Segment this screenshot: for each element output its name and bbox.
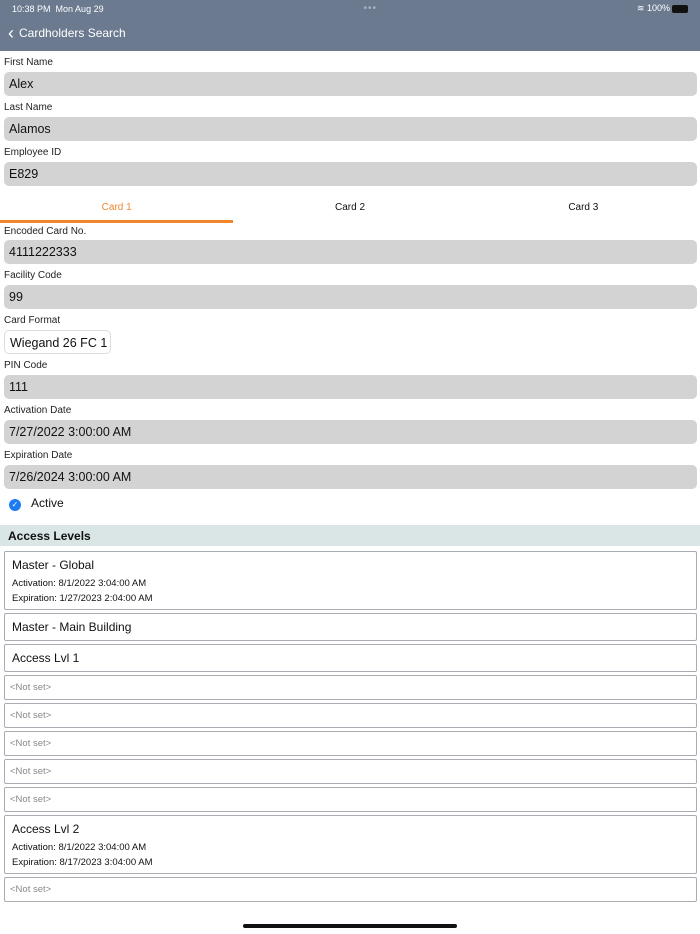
active-checkbox[interactable] (0, 489, 700, 517)
access-level-name: Master - Global (12, 558, 95, 572)
last-name-label: Last Name (4, 102, 53, 113)
active-label: Active (31, 496, 64, 510)
access-level-name: Master - Main Building (12, 620, 132, 634)
multitask-dots-icon[interactable]: ••• (363, 3, 377, 14)
status-right (637, 3, 688, 14)
battery-percent: 100% (646, 3, 670, 13)
employee-id-label: Employee ID (4, 147, 62, 158)
chevron-left-icon: ‹ (8, 23, 14, 43)
pin-code-field[interactable]: 111 (4, 375, 697, 399)
card-format-label: Card Format (4, 315, 61, 326)
access-level-expiration: Expiration: 1/27/2023 2:04:00 AM (12, 593, 153, 604)
employee-id-field[interactable]: E829 (4, 162, 697, 186)
status-time (12, 4, 104, 14)
status-bar (12, 3, 688, 14)
access-level-item[interactable] (4, 551, 697, 610)
activation-date-field[interactable]: 7/27/2022 3:00:00 AM (4, 420, 697, 444)
access-level-item[interactable]: <Not set> (4, 787, 697, 812)
encoded-card-field[interactable]: 4111222333 (4, 240, 697, 264)
back-button[interactable] (8, 23, 126, 43)
checkmark-icon: ✓ (9, 499, 21, 511)
activation-date-label: Activation Date (4, 405, 72, 416)
access-level-item[interactable]: <Not set> (4, 759, 697, 784)
header (0, 0, 700, 51)
expiration-date-label: Expiration Date (4, 450, 73, 461)
battery-icon (672, 5, 688, 13)
access-level-item[interactable]: <Not set> (4, 877, 697, 902)
access-level-name: Access Lvl 2 (12, 822, 80, 836)
first-name-label: First Name (4, 57, 53, 68)
date: Mon Aug 29 (55, 3, 104, 14)
tab-card-2[interactable]: Card 2 (334, 202, 365, 213)
access-level-item[interactable] (4, 815, 697, 874)
access-level-name: Access Lvl 1 (12, 651, 80, 665)
access-level-item[interactable] (4, 644, 697, 672)
expiration-date-field[interactable]: 7/26/2024 3:00:00 AM (4, 465, 697, 489)
facility-code-label: Facility Code (4, 270, 62, 281)
encoded-card-label: Encoded Card No. (4, 226, 87, 237)
time: 10:38 PM (12, 3, 51, 14)
home-indicator[interactable] (243, 924, 457, 928)
access-level-item[interactable]: <Not set> (4, 731, 697, 756)
last-name-field[interactable]: Alamos (4, 117, 697, 141)
card-format-select[interactable]: Wiegand 26 FC 1 (4, 330, 111, 354)
access-levels-header: Access Levels (0, 525, 700, 546)
access-level-activation: Activation: 8/1/2022 3:04:00 AM (12, 842, 147, 853)
facility-code-field[interactable]: 99 (4, 285, 697, 309)
back-label: Cardholders Search (19, 26, 126, 40)
access-level-item[interactable]: <Not set> (4, 675, 697, 700)
first-name-field[interactable]: Alex (4, 72, 697, 96)
tab-card-1[interactable]: Card 1 (0, 186, 233, 223)
tab-card-3[interactable]: Card 3 (568, 202, 599, 213)
access-levels-list (0, 546, 700, 902)
access-level-activation: Activation: 8/1/2022 3:04:00 AM (12, 578, 147, 589)
pin-code-label: PIN Code (4, 360, 48, 371)
access-level-item[interactable] (4, 613, 697, 641)
card-tabs (0, 186, 700, 223)
access-level-expiration: Expiration: 8/17/2023 3:04:00 AM (12, 857, 153, 868)
wifi-icon: ≋ (636, 3, 645, 13)
access-level-item[interactable]: <Not set> (4, 703, 697, 728)
